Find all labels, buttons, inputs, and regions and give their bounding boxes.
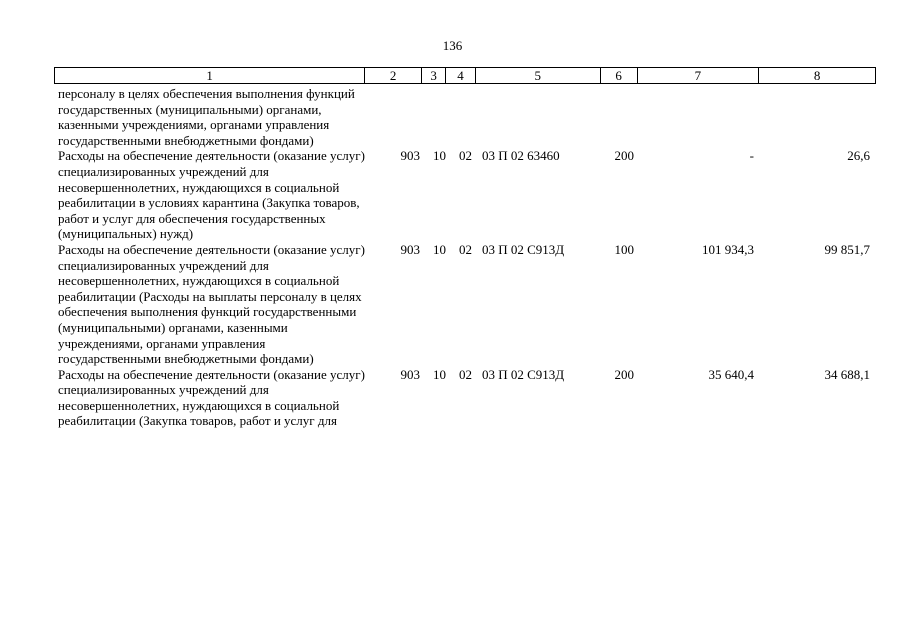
cell-amount-7: 101 934,3 [702, 241, 754, 257]
row-description: Расходы на обеспечение деятельности (оказание услуг) специализированных учреждений для несовершеннолетних, нуждающихся в социальной реабилитации (Расходы на выплаты персоналу в целях обеспечения выполнения функций государственными (муниципальными) органами, казенными учреждениями, органами управления государственными внебюджетными фондами) [58, 241, 365, 367]
column-header-6: 6 [601, 68, 638, 83]
table-row [54, 148, 876, 242]
cell-target-article: 03 П 02 С913Д [482, 366, 565, 382]
cell-section: 10 [433, 148, 446, 164]
cell-ministry-code: 903 [400, 241, 420, 257]
cell-target-article: 03 П 02 С913Д [482, 241, 565, 257]
cell-ministry-code: 903 [400, 366, 420, 382]
cell-amount-8: 99 851,7 [824, 241, 870, 257]
table-row [54, 367, 876, 429]
row-description: Расходы на обеспечение деятельности (оказание услуг) специализированных учреждений для несовершеннолетних, нуждающихся в социальной реабилитации (Закупка товаров, работ и услуг для [58, 366, 365, 429]
column-header-3: 3 [422, 68, 446, 83]
cell-subsection: 02 [459, 366, 472, 382]
column-header-5: 5 [476, 68, 601, 83]
row-description: персоналу в целях обеспечения выполнения функций государственных (муниципальными) органами, казенными учреждениями, органами управления государственными внебюджетными фондами) [58, 86, 355, 148]
cell-expense-type: 100 [614, 241, 634, 257]
cell-expense-type: 200 [614, 148, 634, 164]
cell-section: 10 [433, 366, 446, 382]
cell-amount-7: - [749, 148, 754, 164]
column-header-4: 4 [446, 68, 476, 83]
page-number: 136 [442, 38, 463, 53]
cell-section: 10 [433, 241, 446, 257]
cell-target-article: 03 П 02 63460 [482, 148, 560, 164]
cell-ministry-code: 903 [400, 148, 420, 164]
column-header-1: 1 [55, 68, 365, 83]
table-row [54, 242, 876, 367]
cell-expense-type: 200 [614, 366, 634, 382]
column-header-7: 7 [638, 68, 760, 83]
column-header-8: 8 [813, 68, 821, 83]
table-row [54, 86, 365, 148]
table-body [54, 86, 876, 429]
column-header-2: 2 [365, 68, 422, 83]
row-description: Расходы на обеспечение деятельности (оказание услуг) специализированных учреждений для несовершеннолетних, нуждающихся в социальной реабилитации в условиях карантина (Закупка товаров, работ и услуг для обеспечения государственных (муниципальных) нужд) [58, 148, 365, 242]
cell-subsection: 02 [459, 148, 472, 164]
cell-subsection: 02 [459, 241, 472, 257]
cell-amount-8: 34 688,1 [824, 366, 870, 382]
cell-amount-8: 26,6 [847, 148, 870, 164]
table-header [54, 67, 876, 84]
cell-amount-7: 35 640,4 [708, 366, 754, 382]
